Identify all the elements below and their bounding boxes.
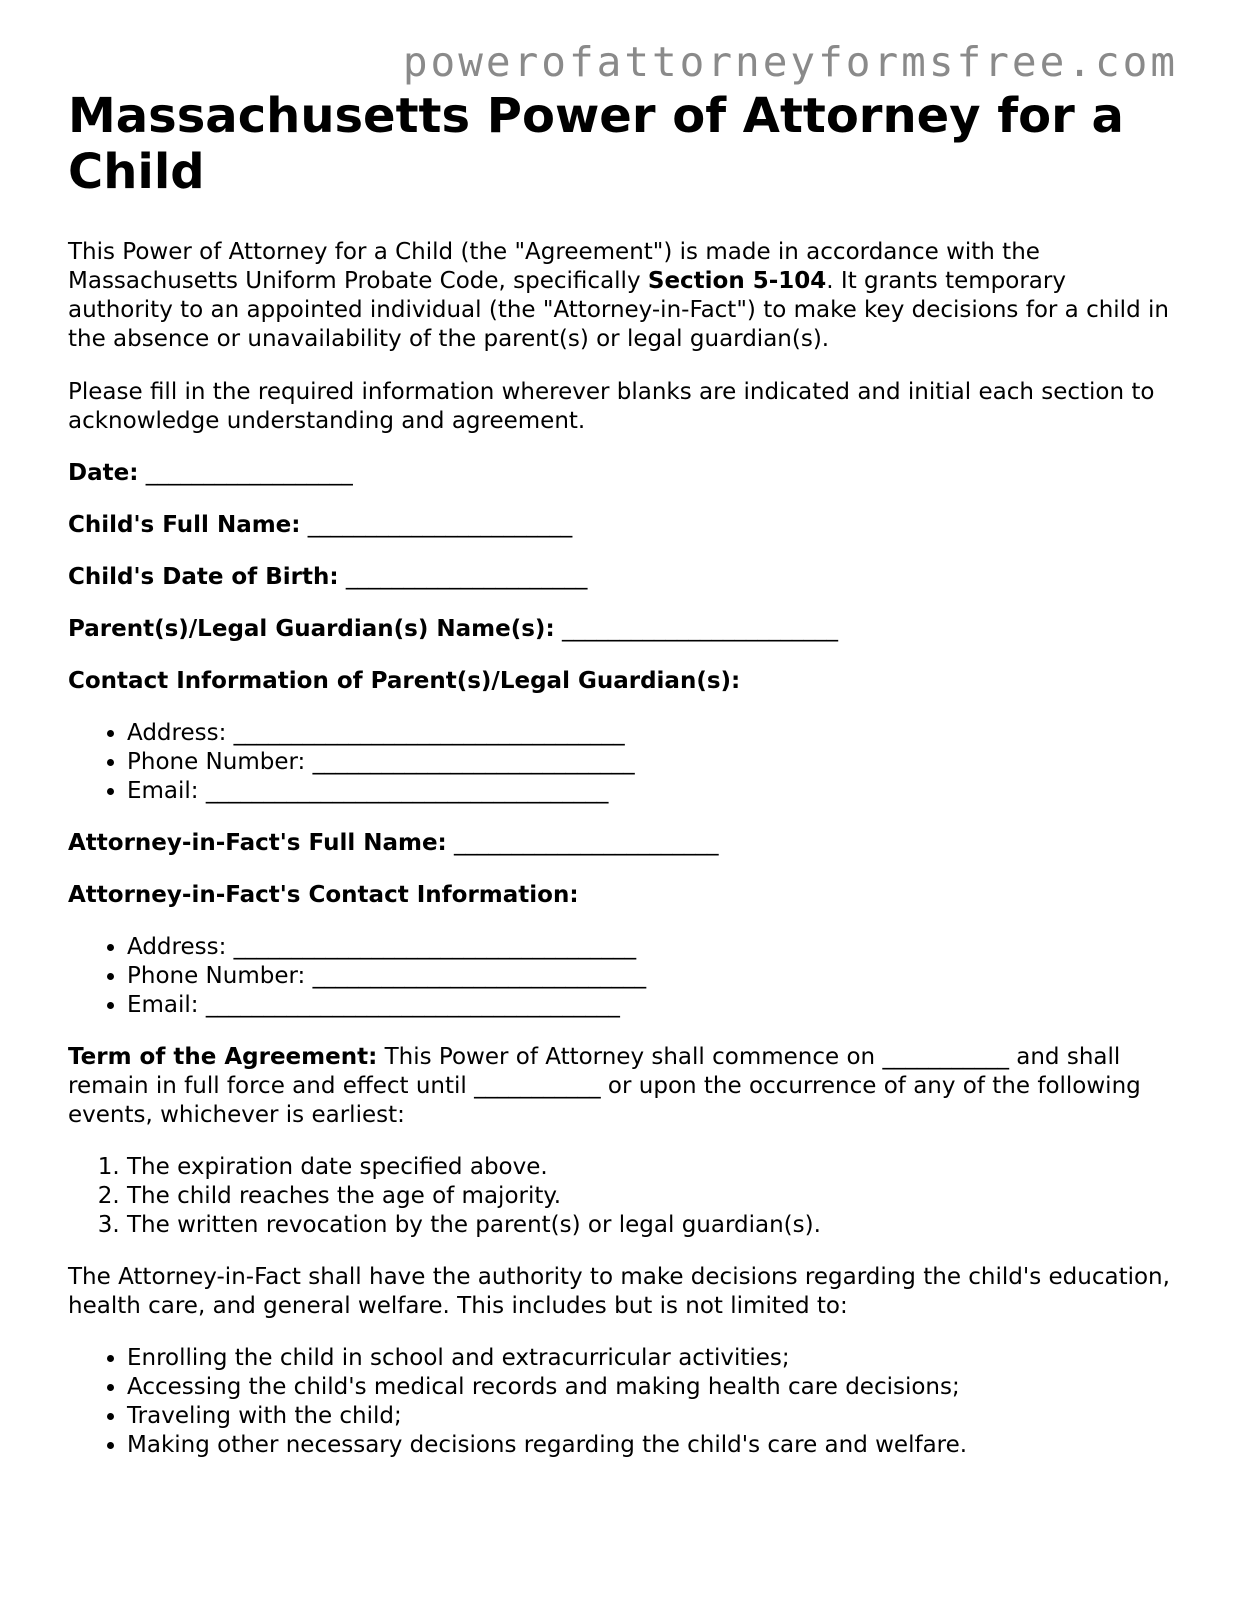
- attorney-name-field: [68, 829, 1170, 858]
- authority-item: • Making other necessary decisions regarding the child's care and welfare.: [127, 1431, 1170, 1460]
- watermark: powerofattorneyformsfree.com: [402, 38, 1178, 86]
- intro-paragraph: [68, 238, 1170, 354]
- child-dob-field: [68, 563, 1170, 592]
- attorney-name-label: Attorney-in-Fact's Full Name:: [68, 830, 447, 856]
- parent-contact-list: [68, 719, 1170, 806]
- authority-item: • Enrolling the child in school and extracurricular activities;: [127, 1344, 1170, 1373]
- parent-names-field: [68, 615, 1170, 644]
- parent-names-label: Parent(s)/Legal Guardian(s) Name(s):: [68, 616, 555, 642]
- authority-paragraph: The Attorney-in-Fact shall have the authority to make decisions regarding the child's education, health care, and general welfare. This includes but is not limited to:: [68, 1264, 1170, 1319]
- term-label: Term of the Agreement:: [68, 1044, 378, 1070]
- child-dob-label: Child's Date of Birth:: [68, 564, 339, 590]
- parent-contact-label: Contact Information of Parent(s)/Legal Guardian(s):: [68, 668, 741, 694]
- authority-list: [68, 1344, 1170, 1460]
- page-title: Massachusetts Power of Attorney for a Child: [68, 88, 1124, 200]
- date-blank: __________________: [138, 460, 353, 486]
- attorney-contact-heading: [68, 881, 1170, 910]
- intro-text-after: . It grants temporary authority to an appointed individual (the "Attorney-in-Fact") to make key decisions for a child in the absence or unavailability of the parent(s) or legal guardian(s).: [68, 268, 1169, 352]
- parent-phone-item: • Phone Number: ____________________________: [127, 748, 1170, 777]
- attorney-email-item: • Email: ____________________________________: [127, 991, 1170, 1020]
- term-event-item: 1. The expiration date specified above.: [127, 1153, 1170, 1182]
- parent-names-blank: ________________________: [554, 616, 838, 642]
- child-name-blank: _______________________: [300, 512, 573, 538]
- instructions-paragraph: Please fill in the required information wherever blanks are indicated and initial each section to acknowledge understanding and agreement.: [68, 379, 1155, 434]
- term-event-item: 2. The child reaches the age of majority.: [127, 1182, 1170, 1211]
- date-field: [68, 459, 1170, 488]
- intro-section-reference: Section 5-104: [647, 268, 827, 294]
- attorney-phone-item: • Phone Number: _____________________________: [127, 962, 1170, 991]
- child-name-label: Child's Full Name:: [68, 512, 301, 538]
- attorney-name-blank: _______________________: [446, 830, 719, 856]
- parent-address-item: • Address: __________________________________: [127, 719, 1170, 748]
- attorney-contact-label: Attorney-in-Fact's Contact Information:: [68, 882, 579, 908]
- date-label: Date:: [68, 460, 139, 486]
- term-events-list: [68, 1153, 1170, 1240]
- authority-item: • Traveling with the child;: [127, 1402, 1170, 1431]
- child-name-field: [68, 511, 1170, 540]
- parent-email-item: • Email: ___________________________________: [127, 777, 1170, 806]
- term-paragraph: [68, 1043, 1170, 1130]
- authority-item: • Accessing the child's medical records and making health care decisions;: [127, 1373, 1170, 1402]
- intro-text-before: This Power of Attorney for a Child (the "Agreement") is made in accordance with the Massachusetts Uniform Probate Code, specifically: [68, 239, 1040, 294]
- term-event-item: 3. The written revocation by the parent(s) or legal guardian(s).: [127, 1211, 1170, 1240]
- child-dob-blank: _____________________: [338, 564, 588, 590]
- term-text: This Power of Attorney shall commence on ___________ and shall remain in full force and effect until ___________ or upon the occurrence of any of the following events, whichever is earliest:: [68, 1044, 1141, 1128]
- parent-contact-heading: [68, 667, 1170, 696]
- attorney-address-item: • Address: ___________________________________: [127, 933, 1170, 962]
- attorney-contact-list: [68, 933, 1170, 1020]
